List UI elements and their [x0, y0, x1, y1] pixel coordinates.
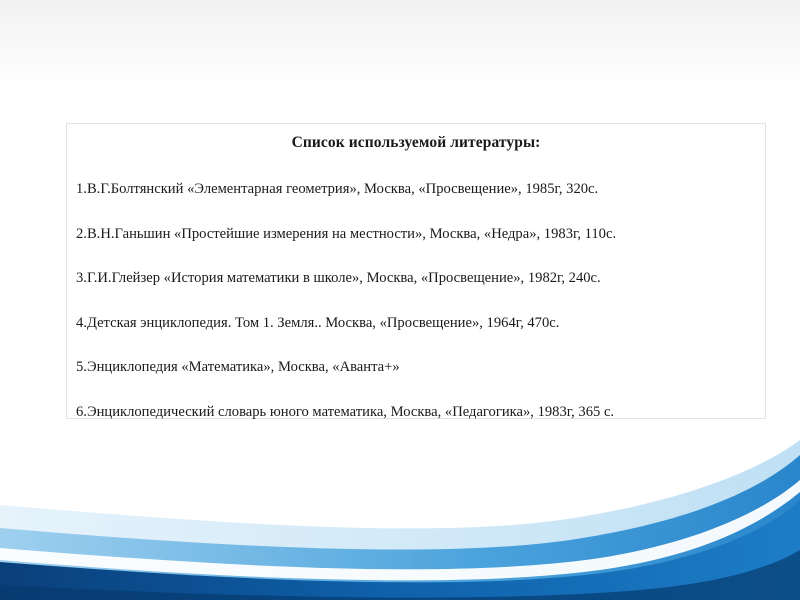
list-item: 6.Энциклопедический словарь юного математика, Москва, «Педагогика», 1983г, 365 с.	[76, 403, 615, 420]
list-item: 3.Г.И.Глейзер «История математики в школе», Москва, «Просвещение», 1982г, 240с.	[76, 270, 601, 286]
list-item: 2.В.Н.Ганьшин «Простейшие измерения на местности», Москва, «Недра», 1983г, 110с.	[76, 225, 617, 242]
references-text-box	[66, 123, 766, 419]
list-item: 1.В.Г.Болтянский «Элементарная геометрия», Москва, «Просвещение», 1985г, 320с.	[76, 181, 599, 197]
list-item: 4.Детская энциклопедия. Том 1. Земля.. Москва, «Просвещение», 1964г, 470с.	[76, 314, 560, 331]
page-title: Список используемой литературы:	[291, 134, 541, 151]
reference-list	[76, 180, 616, 447]
list-item: 5.Энциклопедия «Математика», Москва, «Аванта+»	[76, 359, 400, 375]
